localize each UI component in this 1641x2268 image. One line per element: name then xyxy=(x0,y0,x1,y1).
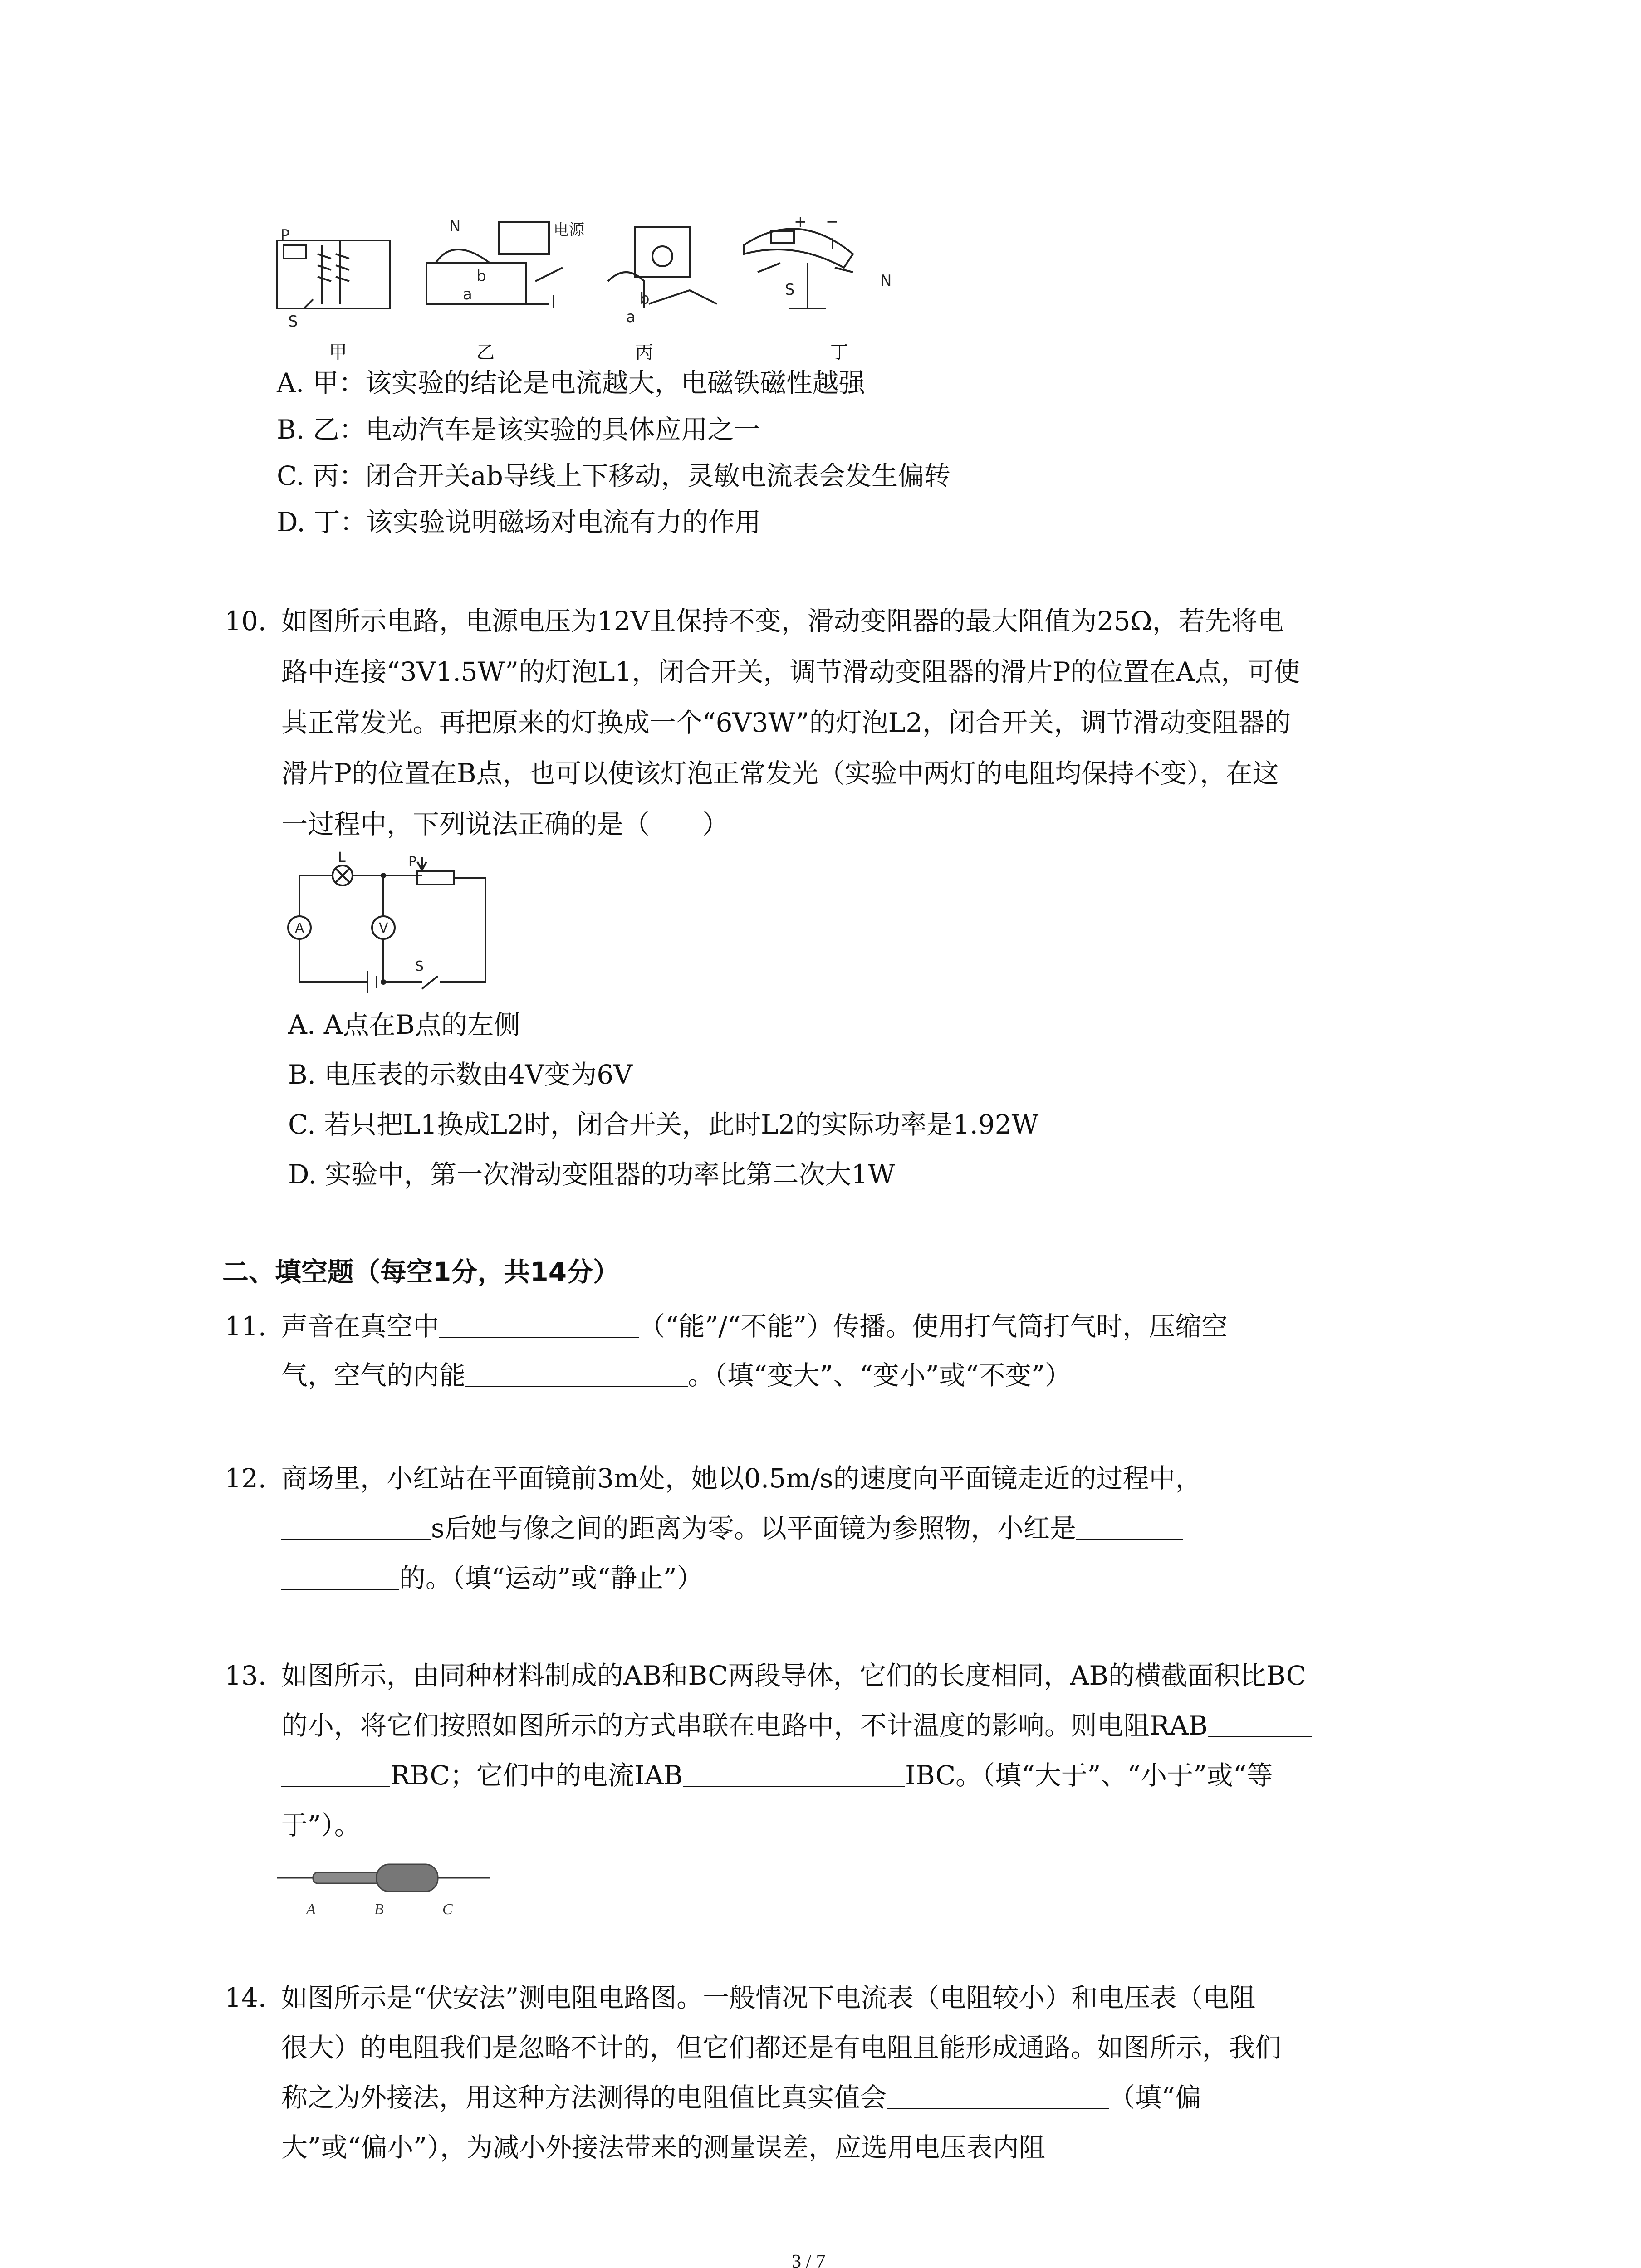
q9-figures xyxy=(263,213,892,358)
q9-fig-label-yi: 乙 xyxy=(476,342,495,363)
q9-option-b: B. 乙：电动汽车是该实验的具体应用之一 xyxy=(277,414,760,445)
q13-line-1: 如图所示，由同种材料制成的AB和BC两段导体，它们的长度相同，AB的横截面积比BC xyxy=(281,1660,1307,1691)
q12-line-1: 商场里，小红站在平面镜前3m处，她以0.5m/s的速度向平面镜走近的过程中， xyxy=(281,1463,1202,1494)
section-2-title: 二、填空题（每空1分，共14分） xyxy=(222,1256,620,1287)
q9-label-i: I xyxy=(830,235,835,254)
q12-line-3 xyxy=(281,1565,703,1591)
q13-number: 13. xyxy=(225,1660,267,1691)
q14-line-1: 如图所示是“伏安法”测电阻电路图。一般情况下电流表（电阻较小）和电压表（电阻 xyxy=(281,1982,1256,2013)
q9-fig-label-bing: 丙 xyxy=(635,342,653,363)
q14-line-4: 大”或“偏小”），为减小外接法带来的测量误差，应选用电压表内阻 xyxy=(281,2132,1045,2163)
q14-line-2: 很大）的电阻我们是忽略不计的，但它们都还是有电阻且能形成通路。如图所示，我们 xyxy=(281,2032,1282,2063)
q12-blank-2a[interactable] xyxy=(1076,1516,1183,1540)
q11-number: 11. xyxy=(225,1311,267,1342)
q11-text-2a: 气，空气的内能 xyxy=(281,1360,466,1391)
q10-option-a: A. A点在B点的左侧 xyxy=(288,1009,520,1040)
q13-blank-2[interactable] xyxy=(683,1763,905,1787)
q9-label-plus: + xyxy=(794,213,807,231)
q9-label-a: a xyxy=(463,285,472,303)
q10-option-b: B. 电压表的示数由4V变为6V xyxy=(288,1059,633,1090)
q14-number: 14. xyxy=(225,1982,267,2013)
q9-option-d: D. 丁：该实验说明磁场对电流有力的作用 xyxy=(277,507,761,538)
q9-label-b2: b xyxy=(640,290,650,308)
q9-label-source: 电源 xyxy=(554,221,584,239)
q10-line-1: 如图所示电路，电源电压为12V且保持不变，滑动变阻器的最大阻值为25Ω，若先将电 xyxy=(281,606,1284,636)
q10-line-4: 滑片P的位置在B点，也可以使该灯泡正常发光（实验中两灯的电阻均保持不变），在这 xyxy=(281,758,1279,789)
q11-text-1b: （“能”/“不能”）传播。使用打气筒打气时，压缩空 xyxy=(639,1311,1228,1342)
q9-label-n: N xyxy=(449,217,461,235)
q14-blank-1[interactable] xyxy=(887,2085,1109,2109)
q12-line-2 xyxy=(281,1513,1183,1544)
q14-text-3b: （填“偏 xyxy=(1109,2082,1201,2113)
q13-label-b: B xyxy=(374,1901,384,1918)
q9-option-a: A. 甲：该实验的结论是电流越大，电磁铁磁性越强 xyxy=(277,367,865,398)
q10-line-3: 其正常发光。再把原来的灯换成一个“6V3W”的灯泡L2，闭合开关，调节滑动变阻器的 xyxy=(281,707,1291,738)
q12-number: 12. xyxy=(225,1463,267,1494)
q14-line-3 xyxy=(281,2084,1201,2111)
page-number: 3 / 7 xyxy=(792,2251,826,2268)
q13-label-c: C xyxy=(442,1901,453,1918)
q11-line-1 xyxy=(281,1311,1228,1342)
q11-text-2b: 。（填“变大”、“变小”或“不变”） xyxy=(688,1360,1071,1391)
q13-text-2: 的小，将它们按照如图所示的方式串联在电路中，不计温度的影响。则电阻RAB xyxy=(281,1710,1208,1741)
q10-circuit-label-l: L xyxy=(338,850,346,865)
q13-text-3b: IBC。（填“大于”、“小于”或“等 xyxy=(905,1760,1273,1791)
q13-label-a: A xyxy=(306,1901,316,1918)
q13-conductor-figure xyxy=(277,1846,495,1923)
q9-label-n2: N xyxy=(880,272,892,290)
q13-blank-1b[interactable] xyxy=(281,1763,390,1787)
q13-blank-1a[interactable] xyxy=(1208,1713,1312,1737)
q11-line-2 xyxy=(281,1360,1071,1391)
q10-circuit-label-p: P xyxy=(408,854,417,870)
q13-line-2 xyxy=(281,1712,1312,1739)
q9-fig-label-ding: 丁 xyxy=(830,342,848,363)
q13-text-3a: RBC；它们中的电流IAB xyxy=(390,1760,683,1791)
q10-number: 10. xyxy=(225,606,267,636)
q13-line-4: 于”）。 xyxy=(281,1810,361,1841)
q10-line-2: 路中连接“3V1.5W”的灯泡L1，闭合开关，调节滑动变阻器的滑片P的位置在A点，可使 xyxy=(281,656,1300,687)
q11-blank-2[interactable] xyxy=(465,1363,688,1387)
q12-text-2b: s后她与像之间的距离为零。以平面镜为参照物，小红是 xyxy=(431,1513,1076,1544)
q10-option-c: C. 若只把L1换成L2时，闭合开关，此时L2的实际功率是1.92W xyxy=(288,1109,1039,1140)
q9-label-a2: a xyxy=(626,308,636,326)
q12-text-3b: 的。（填“运动”或“静止”） xyxy=(399,1563,703,1593)
q11-blank-1[interactable] xyxy=(439,1314,639,1338)
q10-circuit xyxy=(272,850,508,998)
q9-label-minus: − xyxy=(826,213,839,231)
q9-fig-label-jia: 甲 xyxy=(329,342,347,363)
q12-blank-1[interactable] xyxy=(281,1516,431,1540)
q14-text-3a: 称之为外接法，用这种方法测得的电阻值比真实值会 xyxy=(281,2082,887,2113)
q9-label-s: S xyxy=(288,313,298,331)
q11-text-1a: 声音在真空中 xyxy=(281,1311,440,1342)
q10-line-5: 一过程中，下列说法正确的是（ ） xyxy=(281,809,729,840)
q10-option-d: D. 实验中，第一次滑动变阻器的功率比第二次大1W xyxy=(288,1159,895,1190)
q10-circuit-label-a: A xyxy=(295,920,304,936)
q10-circuit-label-s: S xyxy=(415,958,424,974)
q12-blank-2b[interactable] xyxy=(281,1566,399,1590)
q9-label-b: b xyxy=(476,267,486,285)
q10-circuit-label-v: V xyxy=(379,920,388,936)
q9-label-s2: S xyxy=(785,281,795,299)
q9-label-p: P xyxy=(280,226,290,244)
q13-line-3 xyxy=(281,1762,1273,1789)
q9-option-c: C. 丙：闭合开关ab导线上下移动，灵敏电流表会发生偏转 xyxy=(277,460,950,491)
